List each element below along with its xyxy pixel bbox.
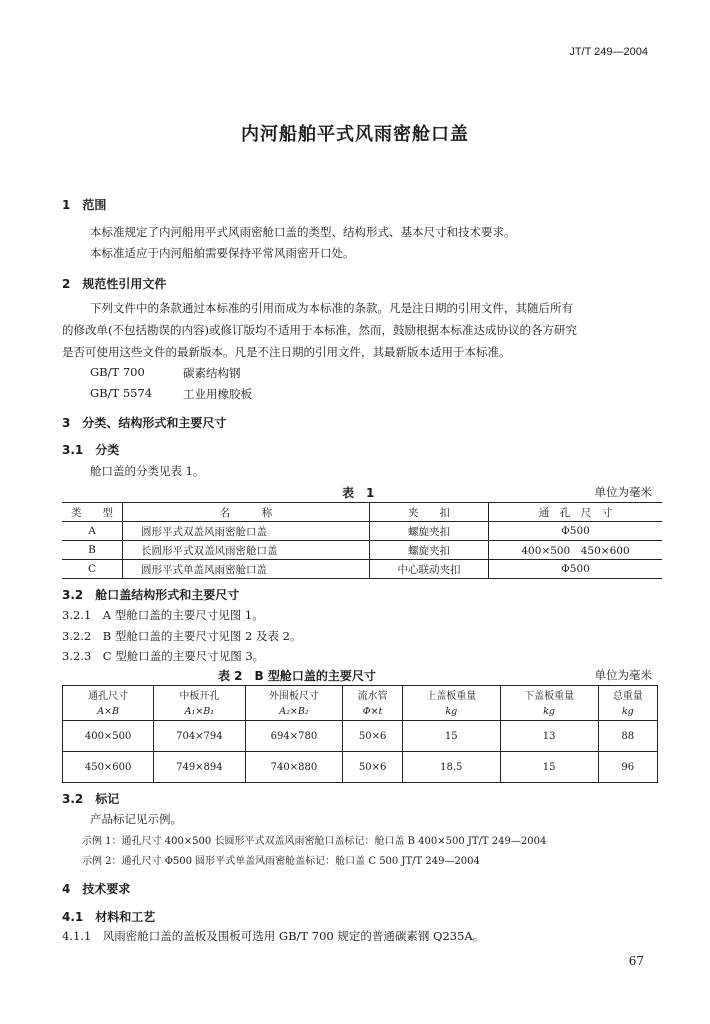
table-cell: B [62, 541, 123, 560]
marking-paragraph: 产品标记见示例。 [90, 812, 182, 826]
marking-example-2: 示例 2：通孔尺寸 Φ500 圆形平式单盖风雨密舱盖标记：舱口盖 C 500 JT/T 249—2004 [82, 856, 480, 867]
table-cell: 15 [402, 721, 500, 752]
table-1-header-row [62, 503, 662, 522]
table-cell: 圆形平式双盖风雨密舱口盖 [123, 522, 370, 541]
reference-code-1: GB/T 700 [90, 365, 145, 379]
clause-4-1-1: 4.1.1 风雨密舱口盖的盖板及围板可选用 GB/T 700 规定的普通碳素钢 Q235A。 [62, 929, 485, 943]
table-cell: 740×880 [245, 752, 343, 783]
table-2-header: 总重量 [598, 686, 658, 703]
table-2 [62, 685, 658, 783]
table-cell: 749×894 [154, 752, 245, 783]
table-2-subheader: Φ×t [343, 702, 402, 721]
table-cell: 螺旋夹扣 [370, 522, 489, 541]
section-3-2-heading: 3.2 舱口盖结构形式和主要尺寸 [62, 588, 240, 602]
table-2-header: 上盖板重量 [402, 686, 500, 703]
table-cell: 450×600 [63, 752, 154, 783]
section-3-2-marking-heading: 3.2 标记 [62, 792, 120, 806]
table-row [63, 752, 658, 783]
clause-3-2-3: 3.2.3 C 型舱口盖的主要尺寸见图 3。 [62, 649, 265, 663]
section-1-paragraph-1: 本标准规定了内河船用平式风雨密舱口盖的类型、结构形式、基本尺寸和技术要求。 [90, 225, 516, 239]
table-1-caption: 表 1 [342, 486, 375, 500]
table-cell: 长圆形平式双盖风雨密舱口盖 [123, 541, 370, 560]
table-cell: 螺旋夹扣 [370, 541, 489, 560]
section-1-paragraph-2: 本标准适应于内河船舶需要保持平常风雨密开口处。 [90, 246, 355, 260]
table-2-subheader: kg [402, 702, 500, 721]
section-1-heading: 1 范围 [62, 198, 107, 212]
table-1 [62, 502, 662, 579]
table-row [62, 560, 662, 579]
table-cell: A [62, 522, 123, 541]
section-2-heading: 2 规范性引用文件 [62, 277, 167, 291]
table-2-header: 下盖板重量 [500, 686, 598, 703]
section-3-1-paragraph: 舱口盖的分类见表 1。 [90, 464, 205, 478]
table-cell: Φ500 [489, 522, 663, 541]
table-2-subheader-row [63, 702, 658, 721]
table-cell: 50×6 [343, 752, 402, 783]
standard-code: JT/T 249—2004 [569, 46, 648, 58]
section-2-line-2: 的修改单(不包括勘误的内容)或修订版均不适用于本标准，然而，鼓励根据本标准达成协议的各方研究 [62, 323, 577, 337]
table-2-header: 中板开孔 [154, 686, 245, 703]
table-2-header: 流水管 [343, 686, 402, 703]
table-2-header: 外围板尺寸 [245, 686, 343, 703]
table-cell: 704×794 [154, 721, 245, 752]
section-3-1-heading: 3.1 分类 [62, 443, 120, 457]
table-1-header-clamp: 夹 扣 [370, 503, 489, 522]
table-2-caption: 表 2 B 型舱口盖的主要尺寸 [218, 669, 376, 683]
table-cell: 15 [500, 752, 598, 783]
section-2-line-3: 是否可使用这些文件的最新版本。凡是不注日期的引用文件，其最新版本适用于本标准。 [62, 345, 511, 359]
section-4-1-heading: 4.1 材料和工艺 [62, 910, 156, 924]
reference-name-1: 碳素结构钢 [183, 366, 241, 380]
table-cell: 50×6 [343, 721, 402, 752]
page-number: 67 [628, 954, 644, 968]
table-2-subheader: kg [598, 702, 658, 721]
table-cell: 400×500 450×600 [489, 541, 663, 560]
section-3-heading: 3 分类、结构形式和主要尺寸 [62, 416, 227, 430]
table-cell: 圆形平式单盖风雨密舱口盖 [123, 560, 370, 579]
section-2-line-1: 下列文件中的条款通过本标准的引用而成为本标准的条款。凡是注日期的引用文件，其随后所有 [90, 301, 573, 315]
table-2-header: 通孔尺寸 [63, 686, 154, 703]
table-1-unit: 单位为毫米 [594, 485, 652, 499]
marking-example-1: 示例 1：通孔尺寸 400×500 长圆形平式双盖风雨密舱口盖标记：舱口盖 B 400×500 JT/T 249—2004 [82, 836, 547, 847]
table-2-subheader: A₂×B₂ [245, 702, 343, 721]
table-cell: 694×780 [245, 721, 343, 752]
table-2-subheader: A×B [63, 702, 154, 721]
table-cell: Φ500 [489, 560, 663, 579]
table-2-header-row [63, 686, 658, 703]
document-title: 内河船舶平式风雨密舱口盖 [241, 124, 469, 145]
table-1-header-name: 名 称 [123, 503, 370, 522]
table-cell: C [62, 560, 123, 579]
table-2-subheader: A₁×B₁ [154, 702, 245, 721]
section-4-heading: 4 技术要求 [62, 882, 131, 896]
clause-3-2-1: 3.2.1 A 型舱口盖的主要尺寸见图 1。 [62, 608, 264, 622]
table-cell: 18.5 [402, 752, 500, 783]
clause-3-2-2: 3.2.2 B 型舱口盖的主要尺寸见图 2 及表 2。 [62, 629, 302, 643]
table-row [62, 522, 662, 541]
reference-name-2: 工业用橡胶板 [183, 387, 252, 401]
table-cell: 88 [598, 721, 658, 752]
table-1-header-opening: 通 孔 尺 寸 [489, 503, 663, 522]
table-cell: 400×500 [63, 721, 154, 752]
table-2-subheader: kg [500, 702, 598, 721]
reference-code-2: GB/T 5574 [90, 386, 153, 400]
table-row [62, 541, 662, 560]
table-row [63, 721, 658, 752]
table-cell: 13 [500, 721, 598, 752]
table-cell: 中心联动夹扣 [370, 560, 489, 579]
table-cell: 96 [598, 752, 658, 783]
table-2-unit: 单位为毫米 [594, 668, 652, 682]
table-1-header-type: 类 型 [62, 503, 123, 522]
